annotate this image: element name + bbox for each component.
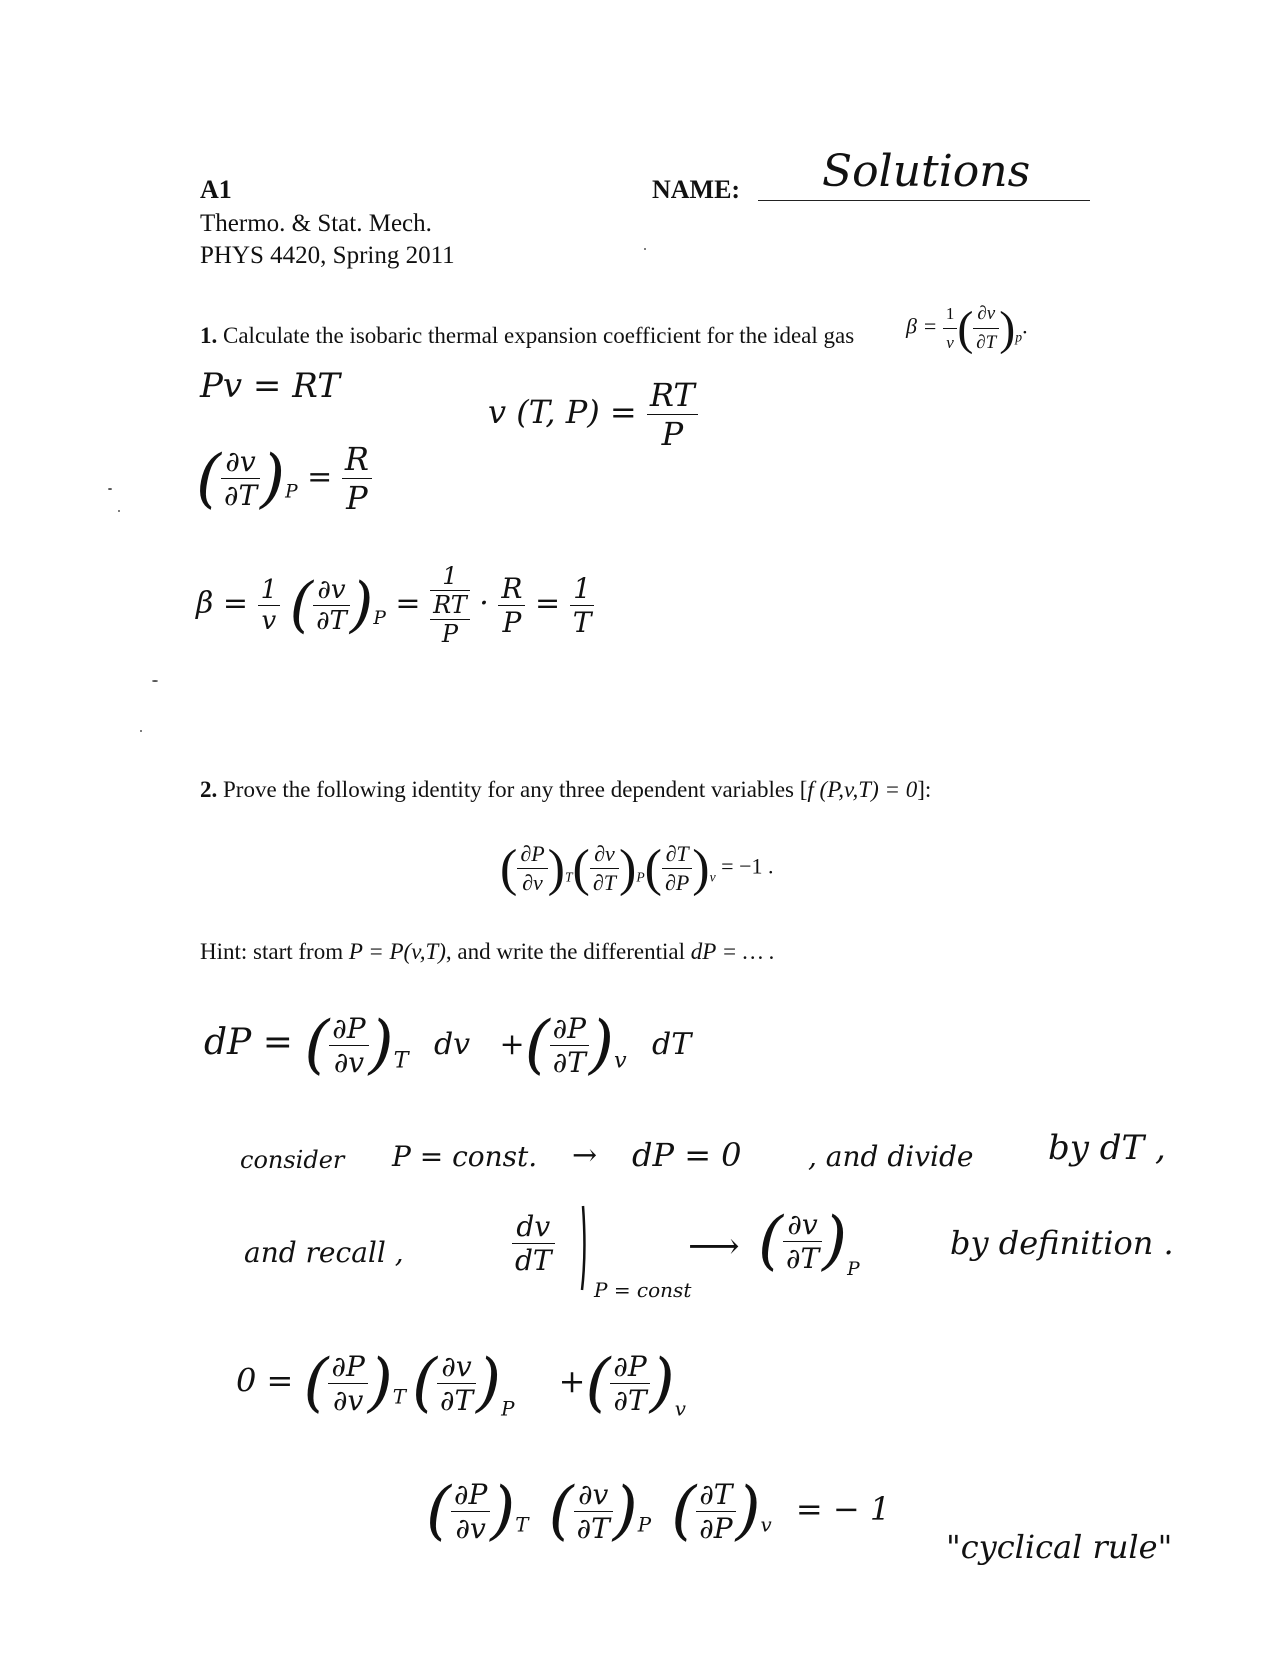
hw-dP-t1-den: ∂v (333, 1045, 365, 1079)
hw-eq3-den: P (346, 479, 368, 517)
hw-l4-t1-num: ∂P (328, 1350, 367, 1384)
hw-eq4-beta: β = (196, 586, 249, 621)
beta-lhs: β = (906, 313, 938, 339)
hw-eq4-one: 1 (258, 575, 281, 606)
hw-l5-t3-sub: v (760, 1513, 772, 1537)
hw-differential: dP = ( $\frac{\partial P}{\partial v}$ )$_T$ dv +( $\frac{\partial P}{\partial T}$ )$_v$ dT (204, 1008, 692, 1082)
hw-sum-zero: 0 = ( $\frac{\partial P}{\partial v}$ )$_T$( $\frac{\partial v}{\partial T}$ )$_P$ +( $\frac{\partial P}{\partial T}$ )$_v$ (236, 1346, 686, 1421)
beta-one: 1 (943, 300, 958, 329)
hw-l5-t2-sub: P (637, 1513, 652, 1537)
hw-total-derivative (512, 1210, 555, 1277)
hw-partial-def: ( $\frac{\partial v}{\partial T}$ )$_P$ (758, 1204, 860, 1281)
hw-dP-t2-num: ∂P (550, 1012, 589, 1046)
scan-speck (152, 680, 158, 682)
hw-l5-t1-sub: T (515, 1513, 529, 1537)
scan-speck (108, 488, 112, 490)
hw-volume-num: RT (647, 376, 698, 415)
hw-volume-den: P (661, 415, 684, 453)
hw-eq3-dv: ∂v (221, 445, 260, 479)
cyclic-identity: ( $\frac{\partial P}{\partial v}$ )$_T$( $\frac{\partial v}{\partial T}$ )$_P$( $\frac{\partial T}{\partial P}$ )$_v = -1$ . (500, 839, 774, 897)
hw-l4-zero: 0 = (236, 1361, 294, 1400)
hw-by-dT: by dT , (1048, 1128, 1166, 1168)
hw-eq3-sub: P (285, 481, 298, 503)
hint-text-a: Hint: start from (200, 939, 344, 964)
hw-dP-lhs: dP = (204, 1022, 293, 1063)
hw-l5-t1-num: ∂P (451, 1478, 490, 1512)
beta-tail: . (1022, 313, 1028, 339)
hw-dP-dv: dv (433, 1027, 471, 1062)
hw-l4-t1-den: ∂v (333, 1383, 364, 1417)
hw-eq4-R: R (498, 572, 525, 606)
hw-pd-sub: P (847, 1259, 860, 1281)
id-t1-den: ∂v (522, 870, 543, 895)
hw-l4-t3-num: ∂P (610, 1350, 649, 1384)
problem-1-number: 1. (200, 323, 218, 348)
id-t1-num: ∂P (517, 840, 547, 869)
problem-1-text: Calculate the isobaric thermal expansion coefficient for the ideal gas (223, 323, 855, 348)
course-title: Thermo. & Stat. Mech. (200, 210, 432, 237)
hw-by-definition: by definition . (950, 1224, 1174, 1262)
id-t2-sub: P (636, 869, 645, 885)
id-t1-sub: T (564, 869, 573, 885)
hw-l4-plus: + (558, 1361, 586, 1400)
hw-volume-lhs: v (T, P) = (488, 393, 637, 431)
hw-volume-function (488, 376, 698, 453)
hw-l5-t2-num: ∂v (574, 1478, 613, 1512)
hw-l5-rhs: = − 1 (795, 1489, 891, 1528)
hw-and-divide: , and divide (808, 1140, 974, 1173)
hw-eq3-eq: = (307, 459, 333, 495)
hw-and-recall: and recall , (244, 1236, 404, 1269)
hw-eq4-v: v (261, 605, 277, 636)
hint-text-c: dP = … . (690, 939, 775, 964)
beta-dT: ∂T (976, 332, 997, 353)
beta-definition-formula: β = $\frac{1}{v}$ ( $\frac{\partial v}{\partial T}$ )$_p$. (906, 300, 1028, 357)
hw-P-const: P = const. (392, 1140, 538, 1173)
hw-dP-zero: dP = 0 (632, 1136, 742, 1174)
id-t3-den: ∂P (664, 870, 690, 895)
hw-eq4-dot: · (479, 586, 489, 621)
hw-cyclic-result: ( $\frac{\partial P}{\partial v}$ )$_T$ ( $\frac{\partial v}{\partial T}$ )$_P$ ( $\frac{\partial T}{\partial P}$ )$_v$ = − 1 (426, 1474, 891, 1548)
id-t3-sub: v (709, 869, 716, 885)
hw-l4-t2-sub: P (501, 1397, 515, 1421)
scan-speck (644, 248, 646, 250)
hw-dP-t2-den: ∂T (552, 1045, 586, 1079)
hw-l5-t3-num: ∂T (696, 1478, 735, 1512)
hw-dP-t1-num: ∂P (329, 1012, 368, 1046)
scan-speck (140, 730, 142, 732)
hw-eq3-dT: ∂T (223, 479, 258, 512)
hint-text-b: , and write the differential (445, 939, 685, 964)
assignment-code: A1 (200, 175, 232, 204)
name-label: NAME: (652, 175, 741, 204)
hw-l5-t1-den: ∂v (455, 1511, 486, 1545)
hint-line (200, 938, 775, 966)
hint-expr: P = P(v,T) (348, 939, 446, 964)
hw-eq4-T: T (572, 605, 592, 639)
hw-eq4-eq2: = (535, 586, 561, 621)
hw-evaluation-bar (578, 1204, 588, 1294)
hw-eq4-one2: 1 (430, 562, 470, 591)
hw-l5-t3-den: ∂P (699, 1511, 733, 1545)
problem-1-statement (200, 322, 854, 350)
hw-eq4-P2: P (502, 605, 522, 639)
hw-l5-t2-den: ∂T (576, 1511, 610, 1545)
hw-pd-den: ∂T (785, 1241, 820, 1275)
problem-2-statement (200, 776, 931, 804)
hw-dP-t1-sub: T (393, 1047, 409, 1074)
hw-l4-t1-sub: T (392, 1385, 407, 1409)
course-term: PHYS 4420, Spring 2011 (200, 242, 455, 269)
id-rhs: = −1 . (721, 853, 774, 879)
hw-l4-t2-num: ∂v (437, 1350, 476, 1384)
hw-l4-t2-den: ∂T (439, 1383, 474, 1417)
hw-dP-t2-sub: v (613, 1047, 627, 1074)
hw-eq4-RT: RT (430, 591, 470, 620)
name-handwritten-signature: Solutions (822, 146, 1031, 197)
name-underline (758, 200, 1090, 201)
hw-consider: consider (240, 1146, 345, 1174)
hw-l4-t3-den: ∂T (613, 1383, 647, 1417)
hw-dP-plus: + (499, 1027, 525, 1062)
hw-cyclical-rule-note: "cyclical rule" (946, 1528, 1173, 1566)
problem-2-function: f (P,v,T) = 0 (807, 777, 918, 802)
hw-td-sub: P = const (594, 1278, 692, 1302)
scan-speck (118, 510, 120, 512)
hw-eq4-one3: 1 (570, 572, 595, 606)
problem-2-text-end: ]: (917, 777, 932, 802)
hw-eq4-dT: ∂T (316, 605, 347, 636)
hw-eq4-sub: P (373, 608, 386, 630)
hw-ideal-gas-law: Pv = RT (200, 366, 340, 406)
hw-td-num: dv (512, 1210, 555, 1244)
hw-td-den: dT (515, 1244, 552, 1277)
problem-2-text: Prove the following identity for any three dependent variables [ (223, 777, 808, 802)
beta-v: v (946, 333, 954, 352)
id-t3-num: ∂T (662, 840, 692, 869)
problem-2-number: 2. (200, 777, 218, 802)
beta-dv: ∂v (973, 300, 999, 329)
hw-partial-v-T: ( $\frac{\partial v}{\partial T}$ )$_P$ = $\frac{R}{P}$ (196, 440, 372, 517)
hw-pd-num: ∂v (783, 1208, 822, 1242)
hw-arrow-2: ⟶ (688, 1226, 740, 1267)
hw-eq4-dv: ∂v (313, 575, 350, 606)
hw-eq4-P: P (441, 620, 458, 648)
hw-beta-result: β = $\frac{1}{v}$ ( $\frac{\partial v}{\partial T}$ )$_P$ = 1 RT P · $\frac{R}{P}$ = $\frac{1}{T}$ (196, 562, 594, 648)
beta-sub: p (1015, 329, 1023, 345)
id-t2-num: ∂v (590, 840, 619, 869)
id-t2-den: ∂T (592, 870, 616, 895)
hw-dP-dT: dT (652, 1027, 692, 1062)
hw-eq3-num: R (342, 440, 372, 479)
hw-arrow-1: → (572, 1138, 598, 1173)
hw-eq4-eq: = (395, 586, 421, 621)
hw-l4-t3-sub: v (674, 1397, 686, 1421)
